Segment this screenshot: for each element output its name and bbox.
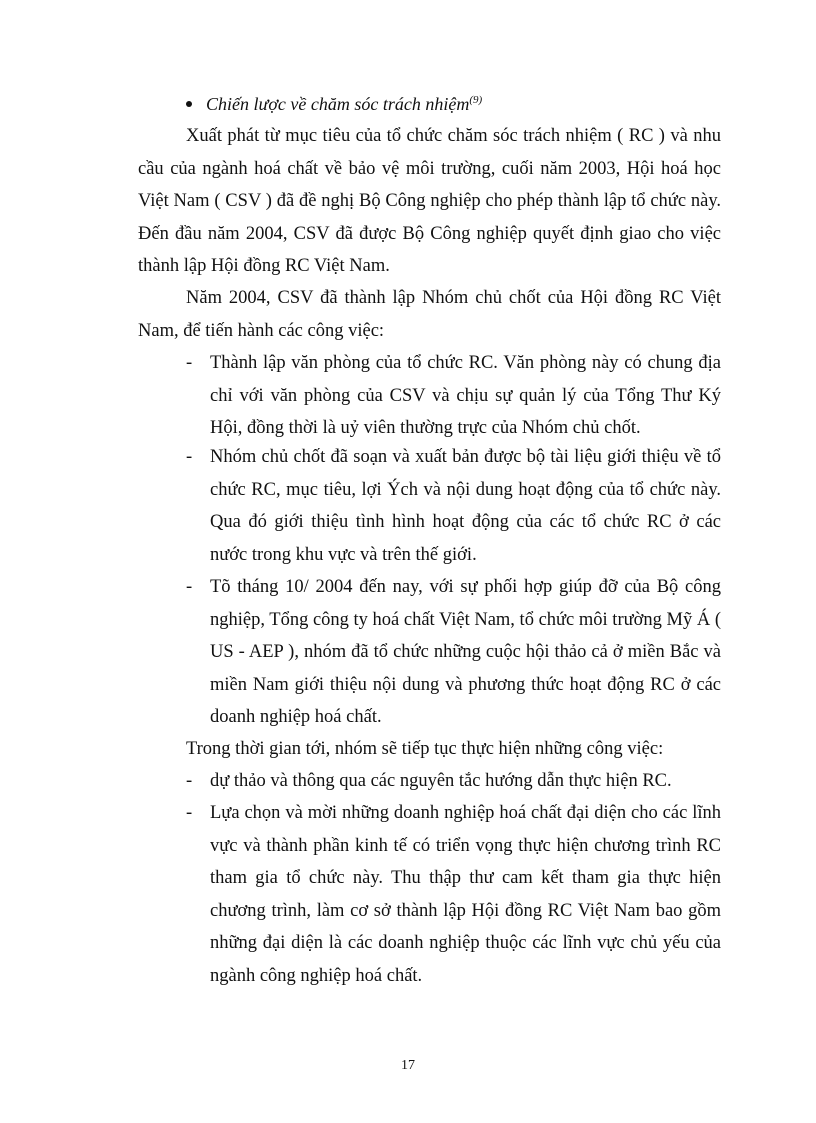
- list-item-text: Lựa chọn và mời những doanh nghiệp hoá chất đại diện cho các lĩnh vực và thành phần kinh tế có triển vọng thực hiện chương trình RC tham gia tổ chức này. Thu thập thư cam kết tham gia thực hiện chương trình, làm cơ sở thành lập Hội đồng RC Việt Nam bao gồm những đại diện là các doanh nghiệp thuộc các lĩnh vực chủ yếu của ngành công nghiệp hoá chất.: [210, 803, 721, 986]
- section-heading: [186, 88, 482, 116]
- list-item-text: Nhóm chủ chốt đã soạn và xuất bản được bộ tài liệu giới thiệu về tổ chức RC, mục tiêu, lợi Ých và nội dung hoạt động của tổ chức này. Qua đó giới thiệu tình hình hoạt động của các tổ chức RC ở các nước trong khu vực và trên thế giới.: [210, 447, 721, 565]
- paragraph-next-steps: [138, 733, 721, 766]
- list-item: [138, 441, 721, 571]
- page-number: 17: [401, 1058, 415, 1073]
- paragraph-intro: [138, 120, 721, 283]
- list-item: [138, 571, 721, 734]
- list-item-text: dự thảo và thông qua các nguyên tắc hướng dẫn thực hiện RC.: [210, 771, 672, 791]
- dash-marker: -: [186, 577, 193, 597]
- paragraph-core-group-text: Năm 2004, CSV đã thành lập Nhóm chủ chốt của Hội đồng RC Việt Nam, để tiến hành các công việc:: [138, 288, 721, 341]
- heading-reference: (9): [469, 94, 483, 106]
- dash-marker: -: [186, 353, 193, 373]
- dash-marker: -: [186, 803, 193, 823]
- heading-text: Chiến lược về chăm sóc trách nhiệm: [206, 94, 470, 114]
- list-item: [138, 347, 721, 445]
- list-item: [138, 765, 721, 798]
- list-item-text: Tõ tháng 10/ 2004 đến nay, với sự phối hợp giúp đỡ của Bộ công nghiệp, Tổng công ty hoá chất Việt Nam, tổ chức môi trường Mỹ Á ( US - AEP ), nhóm đã tổ chức những cuộc hội thảo cả ở miền Bắc và miền Nam giới thiệu nội dung và phương thức hoạt động RC ở các doanh nghiệp hoá chất.: [210, 577, 722, 727]
- paragraph-next-steps-text: Trong thời gian tới, nhóm sẽ tiếp tục thực hiện những công việc:: [186, 739, 664, 759]
- paragraph-core-group: [138, 282, 721, 347]
- list-item: [138, 797, 721, 992]
- paragraph-intro-text: Xuất phát từ mục tiêu của tổ chức chăm sóc trách nhiệm ( RC ) và nhu cầu của ngành hoá chất về bảo vệ môi trường, cuối năm 2003, Hội hoá học Việt Nam ( CSV ) đã đề nghị Bộ Công nghiệp cho phép thành lập tổ chức này. Đến đầu năm 2004, CSV đã được Bộ Công nghiệp quyết định giao cho việc thành lập Hội đồng RC Việt Nam.: [138, 126, 721, 276]
- dash-marker: -: [186, 771, 193, 791]
- dash-marker: -: [186, 447, 193, 467]
- list-item-text: Thành lập văn phòng của tổ chức RC. Văn phòng này có chung địa chỉ với văn phòng của CSV và chịu sự quản lý của Tổng Thư Ký Hội, đồng thời là uỷ viên thường trực của Nhóm chủ chốt.: [210, 353, 721, 438]
- bullet-icon: [186, 101, 192, 107]
